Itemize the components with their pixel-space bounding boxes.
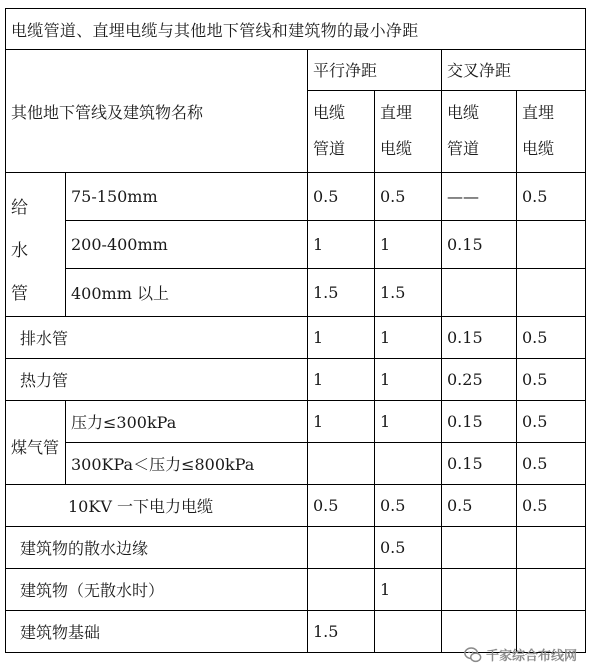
group-gas-pipe: 煤气管 [6, 401, 66, 485]
cell-cross-duct: 0.15 [442, 221, 517, 269]
cell-parallel-direct: 0.5 [375, 173, 442, 221]
cell-parallel-duct: 1 [308, 221, 375, 269]
group-water-pipe: 给 水 管 [6, 173, 66, 317]
table-row [6, 485, 586, 527]
row-name: 400mm 以上 [66, 269, 308, 317]
header-parallel: 平行净距 [308, 50, 442, 91]
cell-cross-direct: 0.5 [517, 359, 586, 401]
row-name: 压力≤300kPa [66, 401, 308, 443]
subheader-parallel-duct: 电缆 管道 [308, 90, 375, 172]
table-row [6, 401, 586, 443]
table-row [6, 443, 586, 485]
cell-cross-direct [517, 221, 586, 269]
cell-parallel-direct: 1.5 [375, 269, 442, 317]
table-row [6, 317, 586, 359]
table-row [6, 527, 586, 569]
cell-cross-direct: 0.5 [517, 401, 586, 443]
cell-cross-direct: 0.5 [517, 485, 586, 527]
cell-cross-duct [442, 269, 517, 317]
header-name: 其他地下管线及建筑物名称 [6, 50, 308, 173]
cell-cross-direct [517, 569, 586, 611]
table-row [6, 359, 586, 401]
cell-parallel-duct: 0.5 [308, 173, 375, 221]
cell-parallel-direct: 1 [375, 221, 442, 269]
cell-parallel-direct: 1 [375, 317, 442, 359]
row-name: 10KV 一下电力电缆 [6, 485, 308, 527]
row-name: 300KPa＜压力≤800kPa [66, 443, 308, 485]
cell-cross-duct [442, 569, 517, 611]
row-name: 排水管 [6, 317, 308, 359]
cell-parallel-duct: 1 [308, 317, 375, 359]
cell-parallel-direct [375, 443, 442, 485]
cell-parallel-duct [308, 527, 375, 569]
cell-parallel-duct [308, 569, 375, 611]
cell-parallel-direct: 1 [375, 359, 442, 401]
watermark [464, 645, 577, 664]
cell-cross-duct [442, 527, 517, 569]
cell-parallel-duct: 0.5 [308, 485, 375, 527]
cell-cross-duct: 0.5 [442, 485, 517, 527]
subheader-parallel-direct: 直埋 电缆 [375, 90, 442, 172]
row-name: 热力管 [6, 359, 308, 401]
table-row [6, 173, 586, 221]
row-name: 75-150mm [66, 173, 308, 221]
cell-parallel-direct: 0.5 [375, 527, 442, 569]
cell-parallel-duct: 1.5 [308, 269, 375, 317]
cell-parallel-direct: 1 [375, 401, 442, 443]
cell-parallel-direct: 0.5 [375, 485, 442, 527]
table-row [6, 269, 586, 317]
clearance-table [5, 8, 586, 653]
subheader-cross-direct: 直埋 电缆 [517, 90, 586, 172]
cell-cross-direct [517, 269, 586, 317]
cell-cross-duct: 0.15 [442, 401, 517, 443]
row-name: 建筑物的散水边缘 [6, 527, 308, 569]
row-name: 200-400mm [66, 221, 308, 269]
table-row [6, 221, 586, 269]
cell-parallel-duct [308, 443, 375, 485]
cell-cross-duct: 0.25 [442, 359, 517, 401]
cell-cross-direct: 0.5 [517, 443, 586, 485]
watermark-text: 千家综合布线网 [485, 649, 577, 664]
cell-cross-duct: 0.15 [442, 317, 517, 359]
table-row [6, 569, 586, 611]
wechat-bubble-icon [464, 646, 482, 664]
subheader-cross-duct: 电缆 管道 [442, 90, 517, 172]
cell-parallel-duct: 1 [308, 401, 375, 443]
cell-parallel-direct: 1 [375, 569, 442, 611]
cell-parallel-direct [375, 611, 442, 653]
header-cross: 交叉净距 [442, 50, 586, 91]
cell-cross-duct: 0.15 [442, 443, 517, 485]
cell-cross-direct: 0.5 [517, 317, 586, 359]
cell-parallel-duct: 1 [308, 359, 375, 401]
cell-parallel-duct: 1.5 [308, 611, 375, 653]
table-title: 电缆管道、直埋电缆与其他地下管线和建筑物的最小净距 [6, 9, 586, 50]
cell-cross-duct: —— [442, 173, 517, 221]
cell-cross-direct [517, 527, 586, 569]
cell-cross-direct: 0.5 [517, 173, 586, 221]
row-name: 建筑物（无散水时） [6, 569, 308, 611]
row-name: 建筑物基础 [6, 611, 308, 653]
